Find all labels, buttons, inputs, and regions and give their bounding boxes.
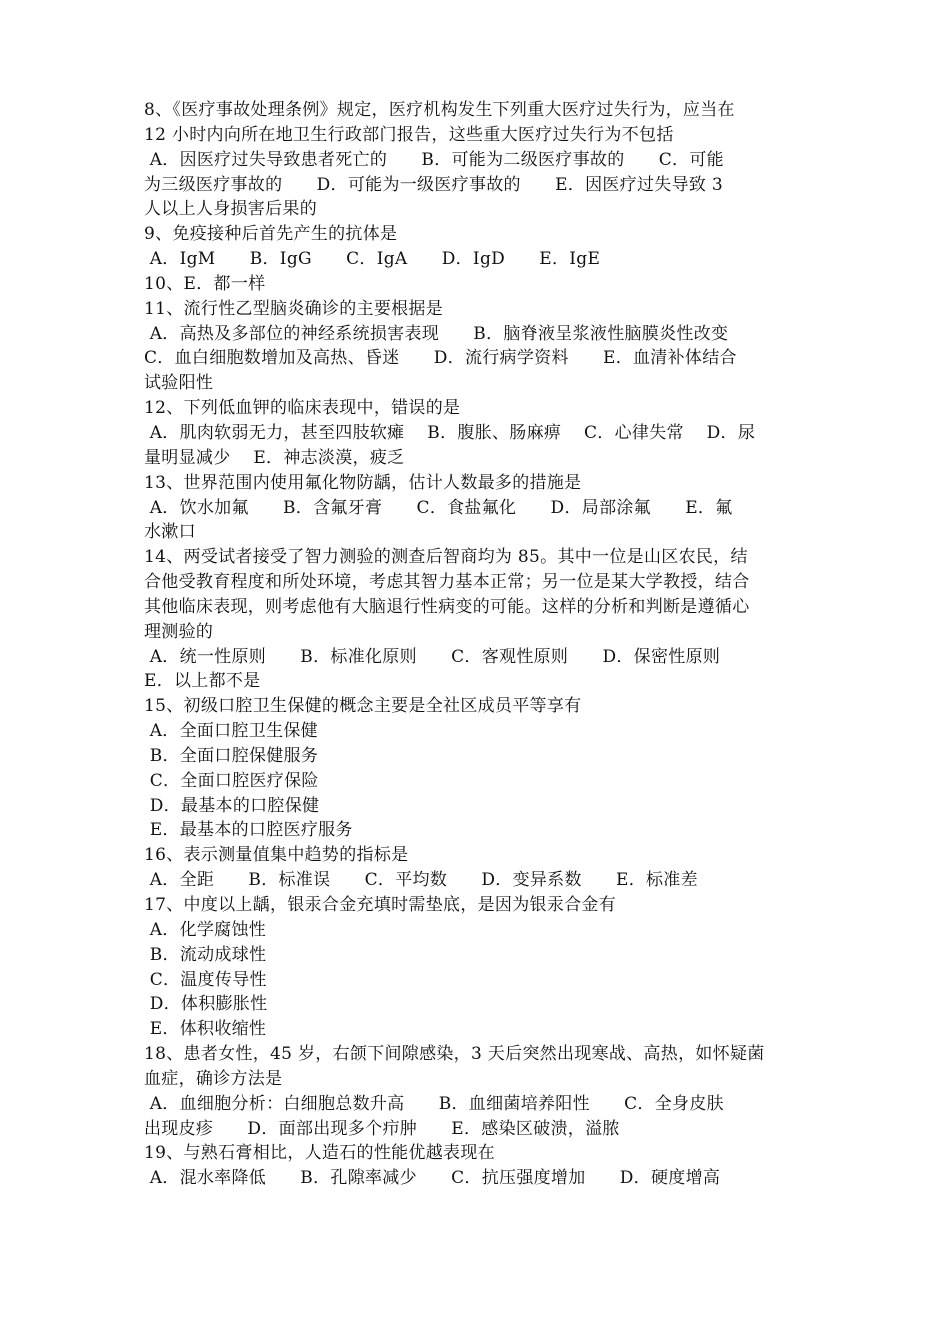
text-line: A．化学腐蚀性	[144, 919, 267, 940]
text-line: A．血细胞分析：白细胞总数升高 B．血细菌培养阳性 C．全身皮肤	[144, 1093, 724, 1114]
text-line: A．高热及多部位的神经系统损害表现 B．脑脊液呈浆液性脑膜炎性改变	[144, 323, 729, 344]
text-line: D．最基本的口腔保健	[144, 795, 320, 816]
text-line: C．全面口腔医疗保险	[144, 770, 319, 791]
text-line: 19、与熟石膏相比，人造石的性能优越表现在	[144, 1143, 495, 1164]
text-line: B．流动成球性	[144, 944, 267, 965]
text-line: 其他临床表现，则考虑他有大脑退行性病变的可能。这样的分析和判断是遵循心	[144, 596, 750, 617]
text-line: 12 小时内向所在地卫生行政部门报告，这些重大医疗过失行为不包括	[144, 124, 674, 145]
text-line: D．体积膨胀性	[144, 994, 268, 1015]
text-line: 为三级医疗事故的 D．可能为一级医疗事故的 E．因医疗过失导致 3	[144, 174, 724, 195]
text-line: A．肌肉软弱无力，甚至四肢软瘫 B．腹胀、肠麻痹 C．心律失常 D．尿	[144, 422, 756, 443]
text-line: 17、中度以上龋，银汞合金充填时需垫底，是因为银汞合金有	[144, 895, 617, 915]
text-line: 10、E．都一样	[144, 273, 266, 294]
text-line: 血症，确诊方法是	[144, 1068, 283, 1089]
text-line: 16、表示测量值集中趋势的指标是	[144, 845, 409, 866]
text-line: C．血白细胞数增加及高热、昏迷 D．流行病学资料 E．血清补体结合	[144, 348, 737, 369]
text-line: 出现皮疹 D．面部出现多个疖肿 E．感染区破溃，溢脓	[144, 1118, 620, 1139]
document-body	[144, 98, 809, 1191]
text-line: 14、两受试者接受了智力测验的测查后智商均为 85。其中一位是山区农民，结	[144, 547, 748, 568]
text-line: 水漱口	[144, 522, 196, 543]
text-line: 15、初级口腔卫生保健的概念主要是全社区成员平等享有	[144, 696, 582, 717]
text-line: 18、患者女性，45 岁，右颌下间隙感染，3 天后突然出现寒战、高热，如怀疑菌	[144, 1044, 765, 1065]
text-line: A．混水率降低 B．孔隙率减少 C．抗压强度增加 D．硬度增高	[144, 1168, 721, 1189]
text-line: 合他受教育程度和所处环境，考虑其智力基本正常；另一位是某大学教授，结合	[144, 572, 750, 593]
text-line: E．最基本的口腔医疗服务	[144, 820, 353, 841]
text-line: 试验阳性	[144, 373, 214, 394]
text-line: A．全面口腔卫生保健	[144, 721, 318, 742]
text-line: A．IgM B．IgG C．IgA D．IgD E．IgE	[144, 249, 601, 270]
text-line: 12、下列低血钾的临床表现中，错误的是	[144, 398, 461, 419]
text-line: A．统一性原则 B．标准化原则 C．客观性原则 D．保密性原则	[144, 646, 721, 667]
text-line: 9、免疫接种后首先产生的抗体是	[144, 224, 398, 245]
text-line: E．体积收缩性	[144, 1019, 267, 1040]
text-line: A．饮水加氟 B．含氟牙膏 C．食盐氟化 D．局部涂氟 E．氟	[144, 497, 733, 518]
text-line: B．全面口腔保健服务	[144, 745, 319, 766]
text-line: 8、《医疗事故处理条例》规定，医疗机构发生下列重大医疗过失行为，应当在	[144, 100, 735, 120]
text-line: C．温度传导性	[144, 969, 267, 990]
text-line: A．因医疗过失导致患者死亡的 B．可能为二级医疗事故的 C．可能	[144, 149, 724, 170]
text-line: 13、世界范围内使用氟化物防龋，估计人数最多的措施是	[144, 472, 582, 493]
text-line: 理测验的	[144, 621, 214, 642]
text-line: 人以上人身损害后果的	[144, 199, 317, 220]
text-line: E．以上都不是	[144, 671, 261, 692]
text-line: A．全距 B．标准误 C．平均数 D．变异系数 E．标准差	[144, 870, 698, 891]
text-line: 量明显减少 E．神志淡漠，疲乏	[144, 447, 405, 468]
text-line: 11、流行性乙型脑炎确诊的主要根据是	[144, 298, 444, 319]
